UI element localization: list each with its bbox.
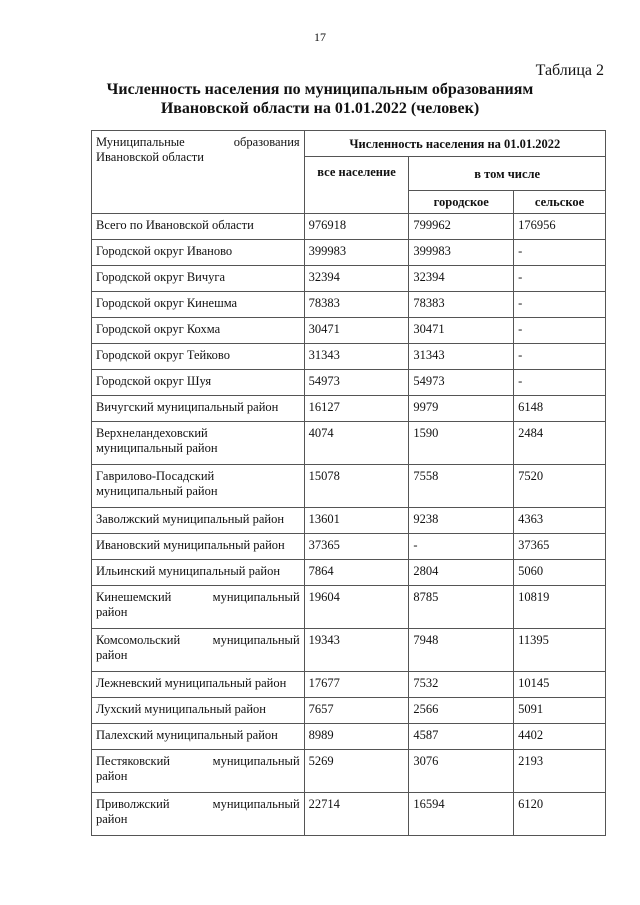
header-municipality — [92, 131, 305, 214]
row-total: 13601 — [304, 508, 409, 534]
row-urban: 9979 — [409, 396, 514, 422]
row-total: 8989 — [304, 724, 409, 750]
table-row — [92, 698, 606, 724]
row-total: 22714 — [304, 793, 409, 836]
row-rural: 4402 — [514, 724, 606, 750]
row-name-line2: муниципальный район — [96, 441, 218, 455]
row-name: Лухский муниципальный район — [92, 698, 305, 724]
row-name — [92, 586, 305, 629]
table-row — [92, 240, 606, 266]
header-rural: сельское — [514, 191, 606, 214]
row-urban: 799962 — [409, 214, 514, 240]
table-row — [92, 214, 606, 240]
row-urban: 54973 — [409, 370, 514, 396]
table-row — [92, 629, 606, 672]
row-urban: 7948 — [409, 629, 514, 672]
table-row — [92, 672, 606, 698]
row-rural: 5091 — [514, 698, 606, 724]
row-name-word1: Кинешемский — [96, 590, 172, 604]
row-rural: 10145 — [514, 672, 606, 698]
row-name: Палехский муниципальный район — [92, 724, 305, 750]
row-name: Ивановский муниципальный район — [92, 534, 305, 560]
table-row — [92, 586, 606, 629]
header-municipality-word1: Муниципальные — [96, 135, 185, 149]
row-total: 17677 — [304, 672, 409, 698]
row-rural: 11395 — [514, 629, 606, 672]
row-urban: 16594 — [409, 793, 514, 836]
row-urban: 3076 — [409, 750, 514, 793]
page-number: 17 — [314, 30, 326, 44]
table-title — [0, 80, 640, 118]
row-rural: - — [514, 370, 606, 396]
row-name: Заволжский муниципальный район — [92, 508, 305, 534]
row-name-line2: район — [96, 812, 128, 826]
table-row — [92, 344, 606, 370]
row-urban: - — [409, 534, 514, 560]
table-label: Таблица 2 — [535, 62, 604, 79]
table-row — [92, 396, 606, 422]
row-urban: 4587 — [409, 724, 514, 750]
table-row — [92, 465, 606, 508]
table-row — [92, 750, 606, 793]
header-total: все население — [304, 157, 409, 214]
row-total: 16127 — [304, 396, 409, 422]
row-urban: 31343 — [409, 344, 514, 370]
row-total: 30471 — [304, 318, 409, 344]
row-urban: 2804 — [409, 560, 514, 586]
table-title-line-1: Численность населения по муниципальным образованиям — [106, 81, 534, 98]
row-total: 399983 — [304, 240, 409, 266]
row-urban: 7532 — [409, 672, 514, 698]
table-row — [92, 370, 606, 396]
row-rural: 10819 — [514, 586, 606, 629]
row-urban: 8785 — [409, 586, 514, 629]
row-name — [92, 750, 305, 793]
table-row — [92, 292, 606, 318]
row-rural: - — [514, 266, 606, 292]
row-rural: 7520 — [514, 465, 606, 508]
table-row — [92, 534, 606, 560]
row-name: Городской округ Шуя — [92, 370, 305, 396]
row-name-word2: муниципальный — [212, 754, 300, 768]
row-rural: - — [514, 240, 606, 266]
row-total: 5269 — [304, 750, 409, 793]
table-row — [92, 793, 606, 836]
row-name — [92, 629, 305, 672]
row-total: 7864 — [304, 560, 409, 586]
table-row — [92, 318, 606, 344]
row-name-line1: Гаврилово-Посадский — [96, 469, 215, 483]
row-name: Городской округ Кинешма — [92, 292, 305, 318]
header-including: в том числе — [409, 157, 606, 191]
table-title-line-2: Ивановской области на 01.01.2022 (человек) — [160, 100, 480, 117]
row-name-line1: Верхнеландеховский — [96, 426, 208, 440]
row-name-word1: Комсомольский — [96, 633, 181, 647]
header-municipality-word2: образования — [233, 135, 300, 149]
row-rural: 6148 — [514, 396, 606, 422]
row-rural: - — [514, 292, 606, 318]
row-name: Городской округ Вичуга — [92, 266, 305, 292]
row-urban: 399983 — [409, 240, 514, 266]
table-body — [92, 214, 606, 836]
row-name: Всего по Ивановской области — [92, 214, 305, 240]
row-name-word2: муниципальный — [212, 633, 300, 647]
row-urban: 32394 — [409, 266, 514, 292]
row-rural: 4363 — [514, 508, 606, 534]
row-name: Городской округ Иваново — [92, 240, 305, 266]
row-rural: 37365 — [514, 534, 606, 560]
row-name-line2: район — [96, 769, 128, 783]
row-name-line2: район — [96, 648, 128, 662]
row-name: Вичугский муниципальный район — [92, 396, 305, 422]
row-name: Лежневский муниципальный район — [92, 672, 305, 698]
row-total: 32394 — [304, 266, 409, 292]
row-total: 7657 — [304, 698, 409, 724]
population-table — [91, 130, 606, 836]
table-row — [92, 266, 606, 292]
row-rural: 6120 — [514, 793, 606, 836]
row-total: 4074 — [304, 422, 409, 465]
table-row — [92, 724, 606, 750]
row-rural: 5060 — [514, 560, 606, 586]
row-urban: 2566 — [409, 698, 514, 724]
row-urban: 30471 — [409, 318, 514, 344]
table-row — [92, 560, 606, 586]
row-rural: - — [514, 318, 606, 344]
row-urban: 9238 — [409, 508, 514, 534]
row-rural: 176956 — [514, 214, 606, 240]
row-name-word2: муниципальный — [212, 590, 300, 604]
row-name-word1: Приволжский — [96, 797, 170, 811]
row-total: 54973 — [304, 370, 409, 396]
row-urban: 78383 — [409, 292, 514, 318]
header-urban: городское — [409, 191, 514, 214]
table-header — [92, 131, 606, 214]
header-municipality-line2: Ивановской области — [96, 150, 204, 164]
row-name — [92, 793, 305, 836]
row-rural: 2193 — [514, 750, 606, 793]
row-total: 15078 — [304, 465, 409, 508]
row-name-line2: район — [96, 605, 128, 619]
row-urban: 1590 — [409, 422, 514, 465]
row-name-word2: муниципальный — [212, 797, 300, 811]
row-total: 78383 — [304, 292, 409, 318]
row-name: Городской округ Кохма — [92, 318, 305, 344]
row-rural: - — [514, 344, 606, 370]
row-name-word1: Пестяковский — [96, 754, 170, 768]
row-name: Ильинский муниципальный район — [92, 560, 305, 586]
row-total: 31343 — [304, 344, 409, 370]
row-name: Городской округ Тейково — [92, 344, 305, 370]
row-total: 19604 — [304, 586, 409, 629]
row-rural: 2484 — [514, 422, 606, 465]
row-total: 37365 — [304, 534, 409, 560]
header-population-group: Численность населения на 01.01.2022 — [304, 131, 605, 157]
row-name — [92, 422, 305, 465]
table-row — [92, 422, 606, 465]
row-name-line2: муниципальный район — [96, 484, 218, 498]
row-urban: 7558 — [409, 465, 514, 508]
row-name — [92, 465, 305, 508]
row-total: 976918 — [304, 214, 409, 240]
row-total: 19343 — [304, 629, 409, 672]
table-row — [92, 508, 606, 534]
